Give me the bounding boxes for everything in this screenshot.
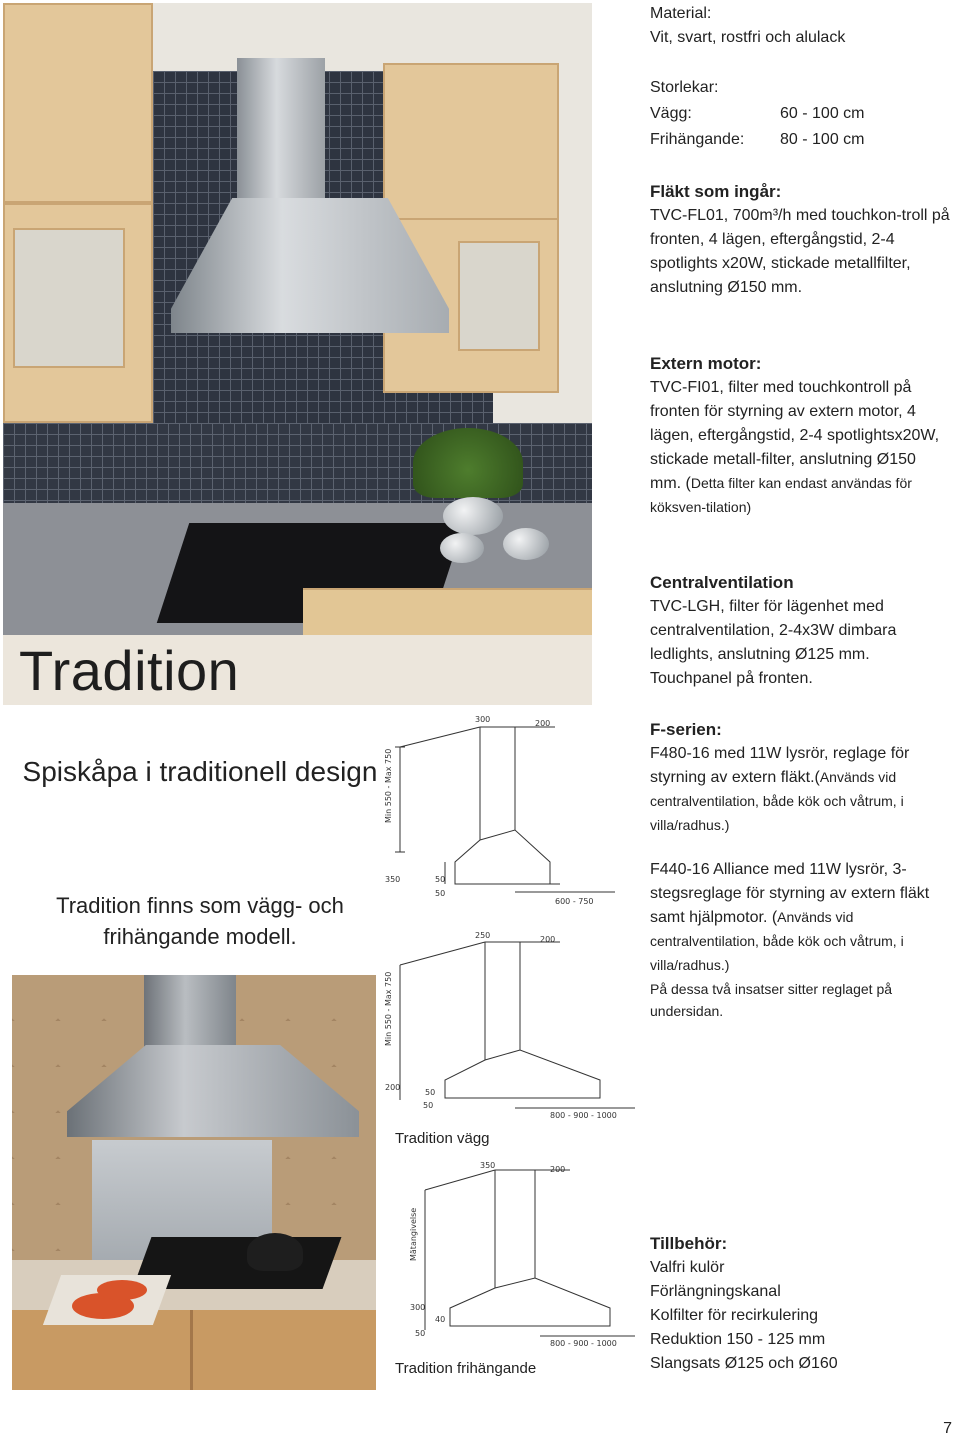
drawing-wall-large bbox=[385, 930, 640, 1120]
dim-top-1: 300 bbox=[475, 715, 491, 724]
drawing-wall-small bbox=[385, 712, 640, 912]
subtitle: Spiskåpa i traditionell design bbox=[22, 756, 378, 787]
dim-left-2: 50 bbox=[435, 875, 446, 884]
dim-left-3: 50 bbox=[423, 1101, 434, 1110]
accessories-heading: Tillbehör: bbox=[650, 1234, 728, 1253]
drawing-free bbox=[410, 1160, 640, 1350]
size-value: 60 - 100 cm bbox=[780, 105, 865, 122]
page-title: Tradition bbox=[19, 639, 240, 702]
page-number: 7 bbox=[943, 1420, 952, 1437]
dim-left-2: 50 bbox=[425, 1088, 436, 1097]
size-name: Vägg: bbox=[650, 105, 692, 122]
sizes-label: Storlekar: bbox=[650, 79, 719, 96]
caption-free: Tradition frihängande bbox=[395, 1360, 537, 1377]
dim-left-3: 50 bbox=[415, 1329, 426, 1338]
dim-left-3: 50 bbox=[435, 889, 446, 898]
accessory-item: Slangsats Ø125 och Ø160 bbox=[650, 1355, 838, 1372]
size-value: 80 - 100 cm bbox=[780, 131, 865, 148]
material-value: Vit, svart, rostfri och alulack bbox=[650, 29, 846, 46]
accessory-item: Kolfilter för recirkulering bbox=[650, 1307, 819, 1324]
central-heading: Centralventilation bbox=[650, 573, 794, 592]
title-band bbox=[3, 635, 592, 705]
dim-left-1: 350 bbox=[385, 875, 401, 884]
fan-included-text: TVC-FL01, 700m³/h med touchkon-troll på fronten, 4 lägen, eftergångstid, 2-4 spotlights x20W, stickade metallfilter, anslutning Ø150 mm. bbox=[650, 207, 950, 296]
f-series-heading: F-serien: bbox=[650, 720, 722, 739]
fan-included-section bbox=[650, 180, 950, 300]
kitchen-photo-wall-hood bbox=[3, 3, 592, 635]
accessories-section bbox=[650, 1232, 950, 1376]
dim-height: Mätangivelse bbox=[409, 1207, 418, 1261]
accessory-item: Förlängningskanal bbox=[650, 1283, 781, 1300]
dim-width: 800 - 900 - 1000 bbox=[550, 1339, 617, 1348]
dim-top-1: 250 bbox=[475, 931, 491, 940]
f440-note: Används vid centralventilation, både kök och våtrum, i villa/radhus.) bbox=[650, 909, 904, 973]
central-text: TVC-LGH, filter för lägenhet med centralventilation, 2-4x3W dimbara ledlights, anslutning Ø125 mm. Touchpanel på fronten. bbox=[650, 598, 897, 687]
dim-width: 600 - 750 bbox=[555, 897, 594, 906]
f440-extra: På dessa två insatser sitter reglaget på undersidan. bbox=[650, 981, 893, 1019]
fan-included-heading: Fläkt som ingår: bbox=[650, 182, 782, 201]
size-name: Frihängande: bbox=[650, 131, 745, 148]
dim-width: 800 - 900 - 1000 bbox=[550, 1111, 617, 1120]
extern-motor-heading: Extern motor: bbox=[650, 354, 762, 373]
extern-motor-note: Detta filter kan endast användas för köksven-tilation) bbox=[650, 475, 912, 515]
dim-left-2: 40 bbox=[435, 1315, 446, 1324]
material-label: Material: bbox=[650, 5, 712, 22]
central-section bbox=[650, 571, 950, 691]
size-row bbox=[650, 102, 950, 126]
extern-motor-section bbox=[650, 352, 950, 520]
dim-top-2: 200 bbox=[535, 719, 551, 728]
extern-motor-text: TVC-FI01, filter med touchkontroll på fronten för styrning av extern motor, 4 lägen, eftergångstid, 2-4 spotlightsx20W, stickade metall-filter, anslutning Ø150 mm. ( bbox=[650, 379, 940, 492]
f480-note: Används vid centralventilation, både kök och våtrum, i villa/radhus.) bbox=[650, 769, 904, 833]
f480-text: F480-16 med 11W lysrör, reglage för styrning av extern fläkt.( bbox=[650, 745, 910, 786]
dim-left-1: 200 bbox=[385, 1083, 401, 1092]
f440-text: F440-16 Alliance med 11W lysrör, 3-stegsreglage för styrning av extern fläkt samt hjälpmotor. ( bbox=[650, 861, 930, 926]
dim-top-2: 200 bbox=[550, 1165, 566, 1174]
accessory-item: Valfri kulör bbox=[650, 1259, 725, 1276]
accessory-item: Reduktion 150 - 125 mm bbox=[650, 1331, 826, 1348]
dim-top-1: 350 bbox=[480, 1161, 496, 1170]
size-row bbox=[650, 128, 950, 152]
sizes-section bbox=[650, 76, 950, 152]
dim-height: Min 550 - Max 750 bbox=[384, 971, 393, 1046]
dim-left-1: 300 bbox=[410, 1303, 426, 1312]
caption-wall: Tradition vägg bbox=[395, 1130, 490, 1147]
dim-height: Min 550 - Max 750 bbox=[384, 748, 393, 823]
kitchen-photo-tiled bbox=[12, 975, 376, 1390]
dim-top-2: 200 bbox=[540, 935, 556, 944]
material-section bbox=[650, 2, 950, 50]
f-series-section bbox=[650, 718, 950, 1022]
models-text: Tradition finns som vägg- och frihängande modell. bbox=[56, 893, 344, 949]
